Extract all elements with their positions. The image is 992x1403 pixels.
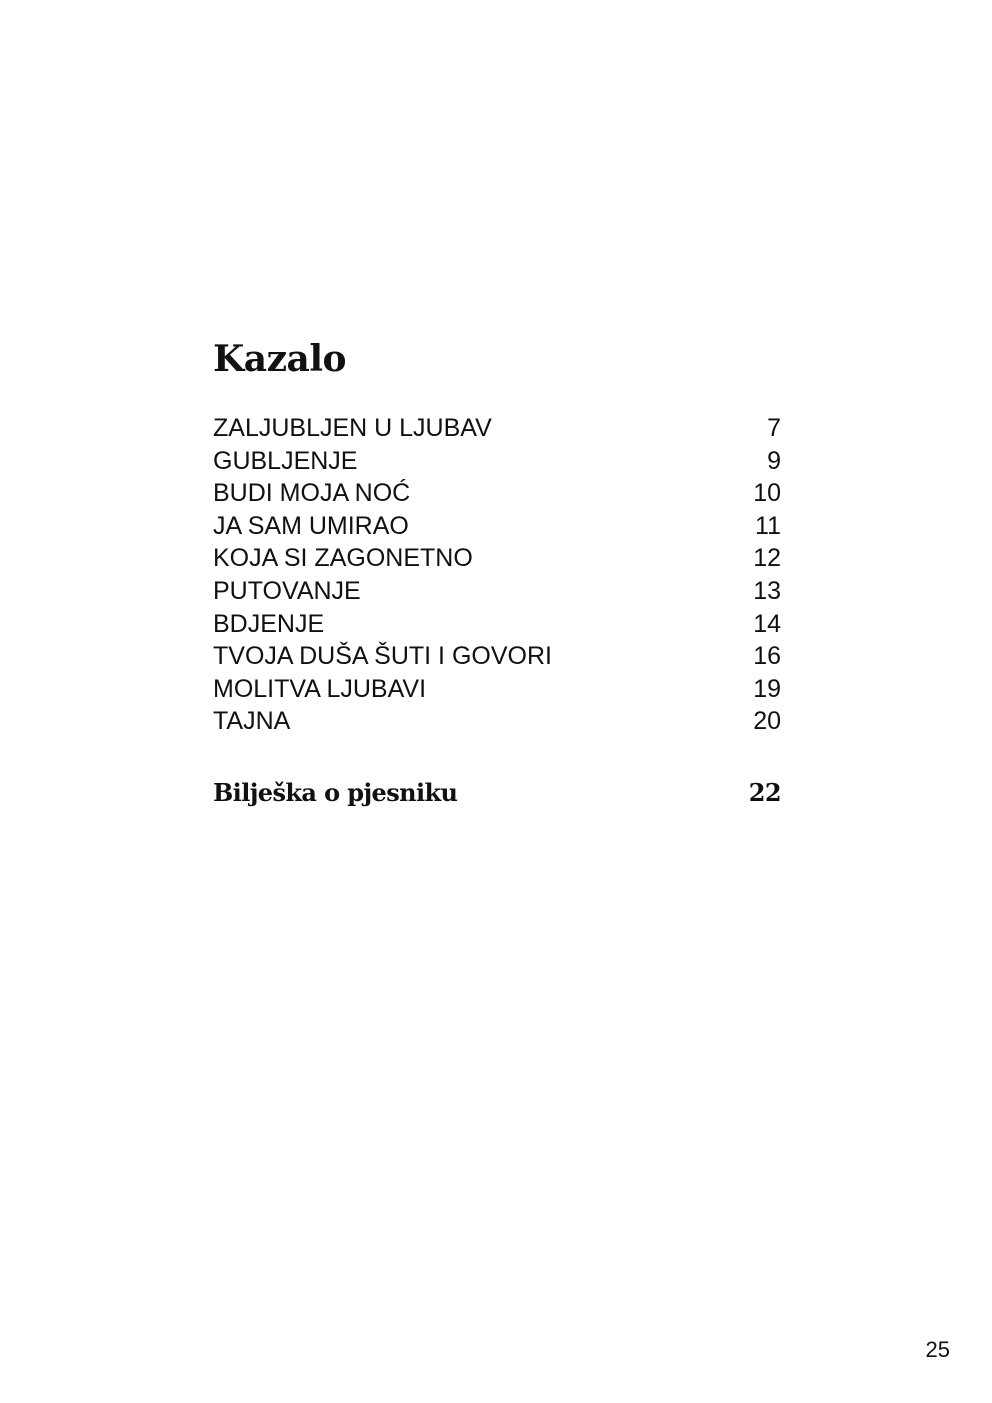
toc-entry-title: TVOJA DUŠA ŠUTI I GOVORI: [213, 642, 552, 671]
toc-entry-page: 9: [767, 446, 781, 475]
toc-entry-title: JA SAM UMIRAO: [213, 511, 409, 540]
toc-entry[interactable]: [213, 575, 781, 608]
toc-entry[interactable]: [213, 510, 781, 543]
toc-entry-page: 14: [753, 609, 781, 638]
poet-note-page: 22: [748, 778, 781, 807]
toc-entry-page: 20: [753, 707, 781, 736]
toc-entry-title: MOLITVA LJUBAVI: [213, 674, 427, 703]
table-of-contents: [213, 412, 781, 738]
poet-note-title: Bilješka o pjesniku: [213, 778, 458, 807]
page-number: 25: [925, 1337, 950, 1362]
toc-entry-title: ZALJUBLJEN U LJUBAV: [213, 414, 492, 442]
toc-entry-title: BUDI MOJA NOĆ: [213, 479, 411, 508]
poet-note-entry[interactable]: [213, 776, 781, 810]
toc-entry-page: 10: [753, 479, 781, 508]
toc-entry-page: 12: [753, 544, 781, 573]
toc-entry-title: BDJENJE: [213, 609, 325, 638]
page-title: Kazalo: [213, 338, 347, 380]
toc-entry[interactable]: [213, 477, 781, 510]
toc-entry-page: 19: [753, 674, 781, 703]
toc-entry-title: GUBLJENJE: [213, 446, 358, 475]
toc-entry[interactable]: [213, 673, 781, 706]
toc-entry-title: TAJNA: [213, 707, 291, 736]
toc-entry-page: 16: [753, 642, 781, 671]
toc-entry-title: PUTOVANJE: [213, 576, 361, 605]
toc-entry[interactable]: [213, 705, 781, 738]
toc-entry[interactable]: [213, 640, 781, 673]
toc-entry[interactable]: [213, 445, 781, 478]
toc-entry[interactable]: [213, 542, 781, 575]
toc-entry-page: 7: [767, 414, 781, 442]
toc-entry[interactable]: [213, 412, 781, 445]
toc-entry-page: 13: [753, 576, 781, 605]
toc-entry-page: 11: [755, 511, 781, 540]
toc-entry-title: KOJA SI ZAGONETNO: [213, 544, 473, 573]
toc-entry[interactable]: [213, 608, 781, 641]
